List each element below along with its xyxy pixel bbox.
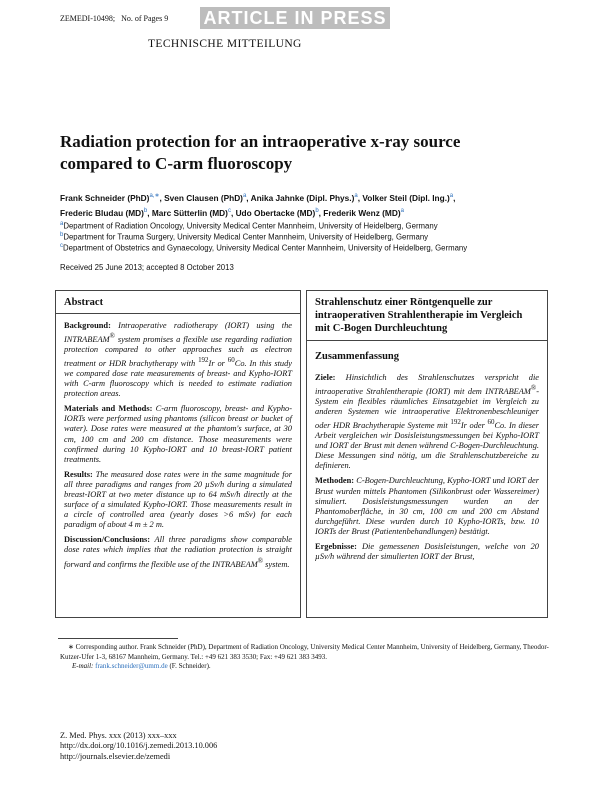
article-title: Radiation protection for an intraoperative x-ray source compared to C-arm fluoroscopy [60, 132, 461, 173]
author[interactable]: Marc Sütterlin (MD)$^c$ [151, 207, 231, 218]
author[interactable]: Anika Jahnke (Dipl. Phys.)$^a$ [250, 192, 358, 203]
author[interactable]: Sven Clausen (PhD)$^a$ [164, 192, 247, 203]
doi-link[interactable]: http://dx.doi.org/10.1016/j.zemedi.2013.10.006 [60, 741, 218, 751]
abstract-box [55, 290, 301, 618]
author[interactable]: Frederik Wenz (MD)$^a$ [323, 207, 404, 218]
footnote-divider [58, 638, 178, 639]
author-list: Frank Schneider (PhD)$^{a,∗}$, Sven Clausen (PhD)$^a$, Anika Jahnke (Dipl. Phys.)$^a$, Volker Steil (Dipl. Ing.)$^a$, Frederic Bludau (MD)$^b$, Marc Sütterlin (MD)$^c$, Udo Obertacke (MD)$^b$, Frederik Wenz (MD)$^a$ [60, 192, 456, 218]
abstract-heading: Abstract [56, 291, 300, 314]
journal-citation: Z. Med. Phys. xxx (2013) xxx–xxx [60, 731, 177, 740]
zus-ziele: Ziele: Hinsichtlich des Strahlenschutzes verspricht die intraoperative Strahlentherapie (IORT) mit dem INTRABEAM®-System ein flexibles räumliches Einsatzgebiet im Vergleich zu anderen Systemen wie intraoperative Elektronenbeschleuniger oder HDR Brachytherapie Systeme mit $^{192}$Ir oder $^{60}$Co. In dieser Arbeit vergleichen wir Dosisleistungsmessungen bei Kypho-IORT und IORT der Brust mit denen während C-Bogen-Durchleuchtung. Diese Messungen sind nötig, um die Strahlenschutzbereiche zu definieren. [315, 373, 539, 471]
abstract-methods: Materials and Methods: C-arm fluoroscopy, breast- and Kypho-IORTs were performed using phantoms (silicon breast or bucket of water). Dose rates were measured at the phantom's surface, at 30 cm, 100 cm and 200 cm distance. Those measurements were confirmed during 10 Kypho-IORT and 10 breast-IORT patient treatments. [64, 404, 292, 464]
journal-info [60, 731, 217, 762]
footnote [60, 643, 550, 672]
author[interactable]: Frank Schneider (PhD)$^{a,∗}$ [60, 192, 160, 203]
zusammenfassung-body [307, 366, 547, 562]
abstract-results: Results: The measured dose rates were in the same magnitude for all three paradigms and ranges from 20 µSv/h during a simulated breast-IORT at two meter distance up to 64 mSv/h directly at the surface of a simulated Kypho-IORT. Those measurements result in a circle of controlled area (yearly doses >6 mSv) for each paradigm of about 4 m ± 2 m. [64, 469, 292, 530]
author[interactable]: Volker Steil (Dipl. Ing.)$^a$ [362, 192, 454, 203]
abstract-discussion: Discussion/Conclusions: All three paradigms show comparable dose rates which implies that the radiation protection is straight forward and confirms the flexible use of the INTRABEAM® system. [64, 535, 292, 569]
article-in-press-banner: ARTICLE IN PRESS [200, 7, 390, 29]
german-title: Strahlenschutz einer Röntgenquelle zur intraoperativen Strahlentherapie im Vergleich mit C-Bogen Durchleuchtung [307, 291, 547, 341]
manuscript-id [60, 14, 168, 23]
affiliation: $^a$Department of Radiation Oncology, University Medical Center Mannheim, University of Heidelberg, Germany [60, 221, 438, 231]
received-dates: Received 25 June 2013; accepted 8 October 2013 [60, 263, 234, 272]
section-label: TECHNISCHE MITTEILUNG [148, 38, 302, 50]
email-link[interactable]: frank.schneider@umm.de [95, 662, 168, 671]
zusammenfassung-heading: Zusammenfassung [315, 351, 400, 362]
affiliation: $^c$Department of Obstetrics and Gynaecology, University Medical Center Mannheim, University of Heidelberg, Germany [60, 243, 468, 253]
corresponding-author: ∗ Corresponding author. Frank Schneider (PhD), Department of Radiation Oncology, University Medical Center Mannheim, University of Heidelberg, Germany, Theodor-Kutzer-Ufer 1-3, 68167 Mannheim, Germany. Tel.: +49 621 383 3530; Fax: +49 621 383 3493. [60, 643, 549, 661]
zus-methoden: Methoden: C-Bogen-Durchleuchtung, Kypho-IORT und IORT der Brust wurden mittels Phantomen (Silikonbrust oder Wassereimer) simuliert. Dosisleistungsmessungen wurden an der Phantomoberfläche, in 30 cm, 100 cm und 200 cm Abstand durchgeführt. Diese wurden durch 10 Kypho-IORTs, bzw. 10 IORTs der Brust (Patientenbehandlungen) bestätigt. [315, 476, 539, 536]
author[interactable]: Udo Obertacke (MD)$^b$ [235, 207, 319, 218]
affiliation: $^b$Department for Trauma Surgery, University Medical Center Mannheim, University of Heidelberg, Germany [60, 232, 429, 242]
zusammenfassung-box [306, 290, 548, 618]
abstract-body [56, 314, 300, 569]
article-id: ZEMEDI-10498; [60, 14, 116, 23]
journal-url[interactable]: http://journals.elsevier.de/zemedi [60, 751, 171, 761]
page-count: No. of Pages 9 [121, 14, 169, 23]
abstract-background: Background: Intraoperative radiotherapy (IORT) using the INTRABEAM® system promises a flexible use regarding radiation protection compared to other approaches such as electron treatment or HDR brachytherapy with $^{192}$Ir or $^{60}$Co. In this study we compared dose rate measurements of breast- and Kypho-IORT with C-arm fluoroscopy which is needed to estimate radiation protection areas. [64, 321, 293, 399]
zus-ergebnisse: Ergebnisse: Die gemessenen Dosisleistungen, welche von 20 µSv/h während der simulierten IORT der Brust, [315, 542, 539, 562]
author[interactable]: Frederic Bludau (MD)$^b$ [60, 207, 148, 218]
email-line: E-mail: frank.schneider@umm.de (F. Schneider). [72, 662, 211, 671]
